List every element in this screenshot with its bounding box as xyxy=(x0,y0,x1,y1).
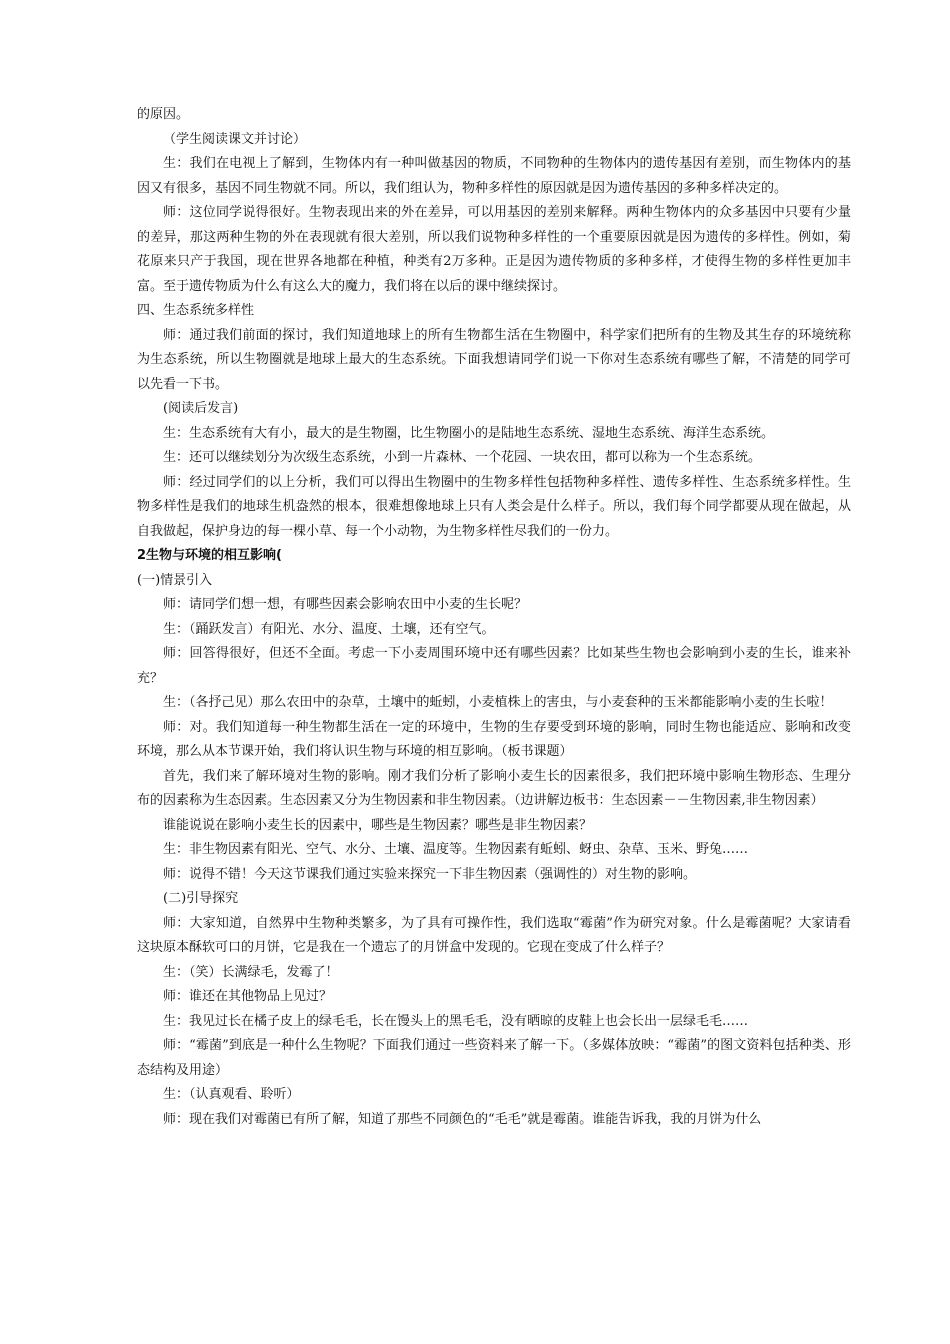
paragraph: 师：大家知道，自然界中生物种类繁多，为了具有可操作性，我们选取“霉菌”作为研究对象。什么是霉菌呢？大家请看这块原本酥软可口的月饼，它是我在一个遗忘了的月饼盒中发现的。它现在变成了什么样子？ xyxy=(137,915,851,955)
paragraph: 师：请同学们想一想，有哪些因素会影响农田中小麦的生长呢？ xyxy=(163,597,528,612)
document-body xyxy=(137,103,851,1132)
paragraph: 师：经过同学们的以上分析，我们可以得出生物圈中的生物多样性包括物种多样性、遗传多样性、生态系统多样性。生物多样性是我们的地球生机盎然的根本，很难想像地球上只有人类会是什么样子。所以，我们每个同学都要从现在做起，从自我做起，保护身边的每一棵小草、每一个小动物，为生物多样性尽我们的一份力。 xyxy=(137,474,851,539)
paragraph: 生：我们在电视上了解到，生物体内有一种叫做基因的物质，不同物种的生物体内的遗传基因有差别，而生物体内的基因又有很多，基因不同生物就不同。所以，我们组认为，物种多样性的原因就是因为遗传基因的多种多样决定的。 xyxy=(137,156,851,196)
paragraph: 师：“霉菌”到底是一种什么生物呢？下面我们通过一些资料来了解一下。（多媒体放映：“霉菌”的图文资料包括种类、形态结构及用途） xyxy=(137,1038,851,1078)
paragraph: 生：（各抒己见）那么农田中的杂草，土壤中的蚯蚓，小麦植株上的害虫，与小麦套种的玉米都能影响小麦的生长啦！ xyxy=(163,695,833,710)
paragraph: 生：（笑）长满绿毛，发霉了！ xyxy=(163,964,339,980)
paragraph: (一)情景引入 xyxy=(137,572,213,588)
paragraph: 师：回答得很好，但还不全面。考虑一下小麦周围环境中还有哪些因素？比如某些生物也会影响到小麦的生长，谁来补充？ xyxy=(137,646,851,686)
paragraph: 首先，我们来了解环境对生物的影响。刚才我们分析了影响小麦生长的因素很多，我们把环境中影响生物形态、生理分布的因素称为生态因素。生态因素又分为生物因素和非生物因素。（边讲解边板书：生态因素－－生物因素,非生物因素） xyxy=(137,768,851,808)
paragraph: 师：这位同学说得很好。生物表现出来的外在差异，可以用基因的差别来解释。两种生物体内的众多基因中只要有少量的差异，那这两种生物的外在表现就有很大差别，所以我们说物种多样性的一个重要原因就是因为遗传的多样性。例如，菊花原来只产于我国，现在世界各地都在种植，种类有2万多种。正是因为遗传物质的多种多样，才使得生物的多样性更加丰富。至于遗传物质为什么有这么大的魔力，我们将在以后的课中继续探讨。 xyxy=(137,205,851,294)
paragraph: 生：非生物因素有阳光、空气、水分、土壤、温度等。生物因素有蚯蚓、蚜虫、杂草、玉米、野兔…… xyxy=(163,842,749,857)
paragraph: （学生阅读课文并讨论） xyxy=(163,131,307,147)
paragraph: (阅读后发言) xyxy=(163,401,239,416)
paragraph: 师：现在我们对霉菌已有所了解，知道了那些不同颜色的“毛毛”就是霉菌。谁能告诉我，我的月饼为什么 xyxy=(163,1111,762,1127)
section-heading: 2生物与环境的相互影响( xyxy=(137,548,282,563)
paragraph: 四、生态系统多样性 xyxy=(137,303,255,318)
paragraph: (二)引导探究 xyxy=(163,891,239,906)
paragraph: 生：还可以继续划分为次级生态系统，小到一片森林、一个花园、一块农田，都可以称为一个生态系统。 xyxy=(163,450,762,465)
paragraph: 谁能说说在影响小麦生长的因素中，哪些是生物因素？哪些是非生物因素？ xyxy=(163,817,593,833)
paragraph: 的原因。 xyxy=(137,107,190,122)
paragraph: 生：生态系统有大有小，最大的是生物圈，比生物圈小的是陆地生态系统、湿地生态系统、海洋生态系统。 xyxy=(163,425,775,441)
paragraph: 生：我见过长在橘子皮上的绿毛毛，长在馒头上的黑毛毛，没有晒晾的皮鞋上也会长出一层绿毛毛…… xyxy=(163,1013,749,1029)
paragraph: 生：（踊跃发言）有阳光、水分、温度、土壤，还有空气。 xyxy=(163,621,495,637)
paragraph: 师：说得不错！今天这节课我们通过实验来探究一下非生物因素（强调性的）对生物的影响。 xyxy=(163,866,697,882)
paragraph: 师：通过我们前面的探讨，我们知道地球上的所有生物都生活在生物圈中，科学家们把所有的生物及其生存的环境统称为生态系统，所以生物圈就是地球上最大的生态系统。下面我想请同学们说一下你对生态系统有哪些了解，不清楚的同学可以先看一下书。 xyxy=(137,327,851,392)
paragraph: 生：（认真观看、聆听） xyxy=(163,1087,300,1102)
paragraph: 师：谁还在其他物品上见过？ xyxy=(163,989,333,1004)
paragraph: 师：对。我们知道每一种生物都生活在一定的环境中，生物的生存要受到环境的影响，同时生物也能适应、影响和改变环境，那么从本节课开始，我们将认识生物与环境的相互影响。（板书课题） xyxy=(137,719,851,759)
